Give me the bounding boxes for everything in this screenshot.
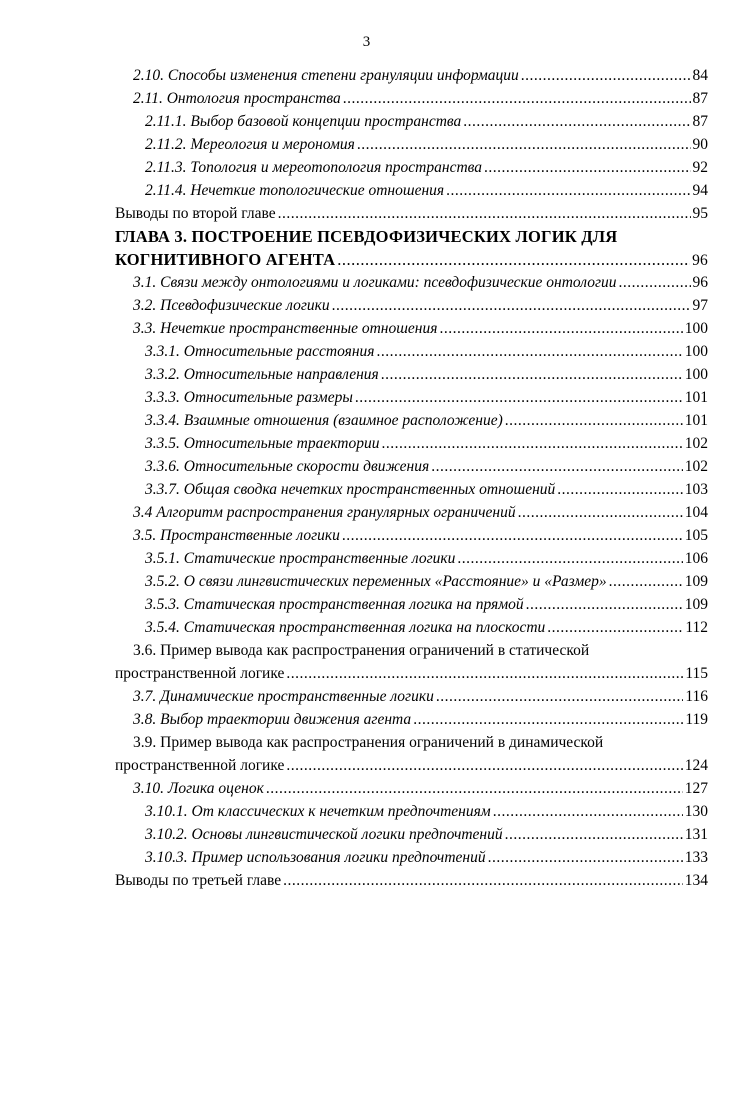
- dot-leader: [332, 294, 691, 317]
- toc-entry-page: 103: [684, 481, 708, 498]
- toc-entry-page: 87: [692, 113, 708, 130]
- dot-leader: [493, 800, 683, 823]
- toc-entry-title: Выводы по третьей главе: [115, 872, 282, 889]
- dot-leader: [381, 363, 683, 386]
- toc-entry-title: 3.10.2. Основы лингвистической логики предпочтений: [145, 826, 503, 843]
- toc-entry-page: 92: [692, 159, 708, 176]
- toc-entry-title: 3.5.3. Статическая пространственная логика на прямой: [145, 596, 524, 613]
- toc-entry-page: 115: [685, 665, 708, 682]
- toc-entry-title: 3.3. Нечеткие пространственные отношения: [133, 320, 438, 337]
- dot-leader: [619, 271, 691, 294]
- toc-entry-page: 119: [685, 711, 708, 728]
- toc-entry-page: 127: [684, 780, 708, 797]
- dot-leader: [609, 570, 683, 593]
- dot-leader: [521, 64, 691, 87]
- toc-group-c: [115, 685, 708, 731]
- toc-entry: [115, 570, 708, 593]
- dot-leader: [286, 754, 682, 777]
- toc-entry-title: 2.11. Онтология пространства: [133, 90, 341, 107]
- toc-entry: [115, 363, 708, 386]
- toc-entry-title: 2.11.1. Выбор базовой концепции пространства: [145, 113, 462, 130]
- toc-entry: [115, 248, 708, 271]
- toc-entry: [115, 386, 708, 409]
- dot-leader: [463, 110, 690, 133]
- toc-entry-title: 3.7. Динамические пространственные логики: [133, 688, 434, 705]
- toc-entry-title: 2.11.2. Мереология и мерономия: [145, 136, 355, 153]
- toc-group-d: [115, 777, 708, 892]
- toc-entry-page: 94: [692, 182, 708, 199]
- toc-entry-title-line2: пространственной логике: [115, 757, 285, 774]
- toc-entry: [115, 317, 708, 340]
- toc-entry-title: 3.2. Псевдофизические логики: [133, 297, 330, 314]
- toc-entry-title: 2.10. Способы изменения степени грануляции информации: [133, 67, 519, 84]
- toc-entry: [115, 179, 708, 202]
- toc-entry: [115, 432, 708, 455]
- toc-entry: [115, 110, 708, 133]
- chapter-title-line1: ГЛАВА 3. ПОСТРОЕНИЕ ПСЕВДОФИЗИЧЕСКИХ ЛОГИК ДЛЯ: [115, 227, 618, 246]
- toc-entry: [115, 455, 708, 478]
- toc-entry-title: 3.8. Выбор траектории движения агента: [133, 711, 412, 728]
- toc-entry-page: 134: [684, 872, 708, 889]
- toc-entry-page: 102: [684, 435, 708, 452]
- toc-entry: [115, 294, 708, 317]
- chapter-3-heading: [115, 225, 708, 271]
- toc-entry-page: 84: [692, 67, 708, 84]
- toc-entry-page: 95: [692, 205, 708, 222]
- toc-entry-page: 105: [684, 527, 708, 544]
- toc-entry: [115, 685, 708, 708]
- toc-entry: [115, 800, 708, 823]
- toc-entry-page: 100: [684, 320, 708, 337]
- dot-leader: [343, 87, 691, 110]
- toc-entry-page: 116: [685, 688, 708, 705]
- toc-entry: [115, 64, 708, 87]
- toc-entry-page: 101: [684, 412, 708, 429]
- dot-leader: [381, 432, 682, 455]
- toc-entry: [115, 133, 708, 156]
- dot-leader: [518, 501, 683, 524]
- toc-group-a: [115, 64, 708, 225]
- dot-leader: [355, 386, 683, 409]
- toc-entry-page: 100: [684, 366, 708, 383]
- dot-leader: [436, 685, 683, 708]
- toc-entry-page: 102: [684, 458, 708, 475]
- toc-entry-title: 3.10.1. От классических к нечетким предпочтениям: [145, 803, 491, 820]
- chapter-title-line2: КОГНИТИВНОГО АГЕНТА: [115, 250, 336, 269]
- toc-entry: [115, 501, 708, 524]
- toc-group-b: [115, 271, 708, 639]
- dot-leader: [357, 133, 691, 156]
- toc-entry: [115, 87, 708, 110]
- toc-entry-page: 96: [692, 274, 708, 291]
- toc-entry-page: 97: [692, 297, 708, 314]
- toc-entry-page: 104: [684, 504, 708, 521]
- dot-leader: [547, 616, 683, 639]
- toc-entry-title: 3.4 Алгоритм распространения гранулярных ограничений: [133, 504, 516, 521]
- toc-entry-title: 2.11.4. Нечеткие топологические отношения: [145, 182, 445, 199]
- toc-entry-title: 3.3.1. Относительные расстояния: [145, 343, 375, 360]
- toc-entry-title: 3.3.6. Относительные скорости движения: [145, 458, 430, 475]
- dot-leader: [488, 846, 683, 869]
- page-number: 3: [362, 34, 371, 50]
- toc-entry: [115, 547, 708, 570]
- toc-entry: [115, 156, 708, 179]
- dot-leader: [286, 662, 683, 685]
- toc-entry-title-line1: 3.6. Пример вывода как распространения ограничений в статической: [133, 642, 590, 659]
- toc-entry: [115, 409, 708, 432]
- dot-leader: [283, 869, 683, 892]
- toc-entry: [115, 524, 708, 547]
- toc-entry-title-line1: 3.9. Пример вывода как распространения ограничений в динамической: [133, 734, 604, 751]
- dot-leader: [446, 179, 690, 202]
- toc-entry-page: 130: [684, 803, 708, 820]
- toc-entry: [115, 340, 708, 363]
- dot-leader: [505, 823, 683, 846]
- toc-entry: [115, 662, 708, 685]
- toc-entry-title: 3.5.1. Статические пространственные логики: [145, 550, 456, 567]
- toc-entry: [115, 478, 708, 501]
- toc-entry-title: 3.10.3. Пример использования логики предпочтений: [145, 849, 486, 866]
- toc-entry-title: 3.3.7. Общая сводка нечетких пространственных отношений: [145, 481, 556, 498]
- toc-entry-page: 112: [685, 619, 708, 636]
- toc-entry-title: 3.5.2. О связи лингвистических переменных «Расстояние» и «Размер»: [145, 573, 607, 590]
- toc-entry-title: 3.3.5. Относительные траектории: [145, 435, 380, 452]
- toc-entry-title: Выводы по второй главе: [115, 205, 276, 222]
- dot-leader: [278, 202, 691, 225]
- dot-leader: [439, 317, 682, 340]
- dot-leader: [377, 340, 683, 363]
- toc-entry: [115, 869, 708, 892]
- toc-entry-title: 3.3.2. Относительные направления: [145, 366, 379, 383]
- toc-entry: [115, 754, 708, 777]
- toc-entry-page: 109: [684, 573, 708, 590]
- dot-leader: [337, 248, 690, 271]
- dot-leader: [557, 478, 682, 501]
- toc-entry-title: 3.1. Связи между онтологиями и логиками: псевдофизические онтологии: [133, 274, 617, 291]
- toc-entry-page: 101: [684, 389, 708, 406]
- toc-entry-page: 106: [684, 550, 708, 567]
- toc-entry: [115, 846, 708, 869]
- dot-leader: [484, 156, 690, 179]
- dot-leader: [342, 524, 683, 547]
- toc-entry-title: 3.3.3. Относительные размеры: [145, 389, 353, 406]
- toc-entry: [115, 616, 708, 639]
- toc-entry-page: 133: [684, 849, 708, 866]
- toc-entry-page: 90: [692, 136, 708, 153]
- toc-entry: [115, 777, 708, 800]
- toc-entry-3-9: [115, 731, 708, 777]
- dot-leader: [505, 409, 683, 432]
- toc-entry-title: 3.3.4. Взаимные отношения (взаимное расположение): [145, 412, 503, 429]
- toc-entry-title: 2.11.3. Топология и мереотопология пространства: [145, 159, 483, 176]
- dot-leader: [266, 777, 683, 800]
- toc-entry-page: 131: [684, 826, 708, 843]
- toc-entry-page: 96: [692, 252, 708, 269]
- toc-entry: [115, 708, 708, 731]
- toc-entry: [115, 271, 708, 294]
- dot-leader: [526, 593, 683, 616]
- dot-leader: [431, 455, 683, 478]
- toc-entry-page: 109: [684, 596, 708, 613]
- toc-entry-title: 3.5. Пространственные логики: [133, 527, 340, 544]
- toc-entry: [115, 202, 708, 225]
- toc-entry-page: 124: [684, 757, 708, 774]
- toc-entry-page: 87: [692, 90, 708, 107]
- dot-leader: [413, 708, 683, 731]
- toc-entry-title: 3.10. Логика оценок: [133, 780, 264, 797]
- dot-leader: [457, 547, 682, 570]
- toc-entry-3-6: [115, 639, 708, 685]
- toc-entry-title: 3.5.4. Статическая пространственная логика на плоскости: [145, 619, 546, 636]
- toc-entry: [115, 823, 708, 846]
- toc-entry-title-line2: пространственной логике: [115, 665, 285, 682]
- toc-entry: [115, 593, 708, 616]
- table-of-contents: [115, 64, 708, 892]
- toc-entry-page: 100: [684, 343, 708, 360]
